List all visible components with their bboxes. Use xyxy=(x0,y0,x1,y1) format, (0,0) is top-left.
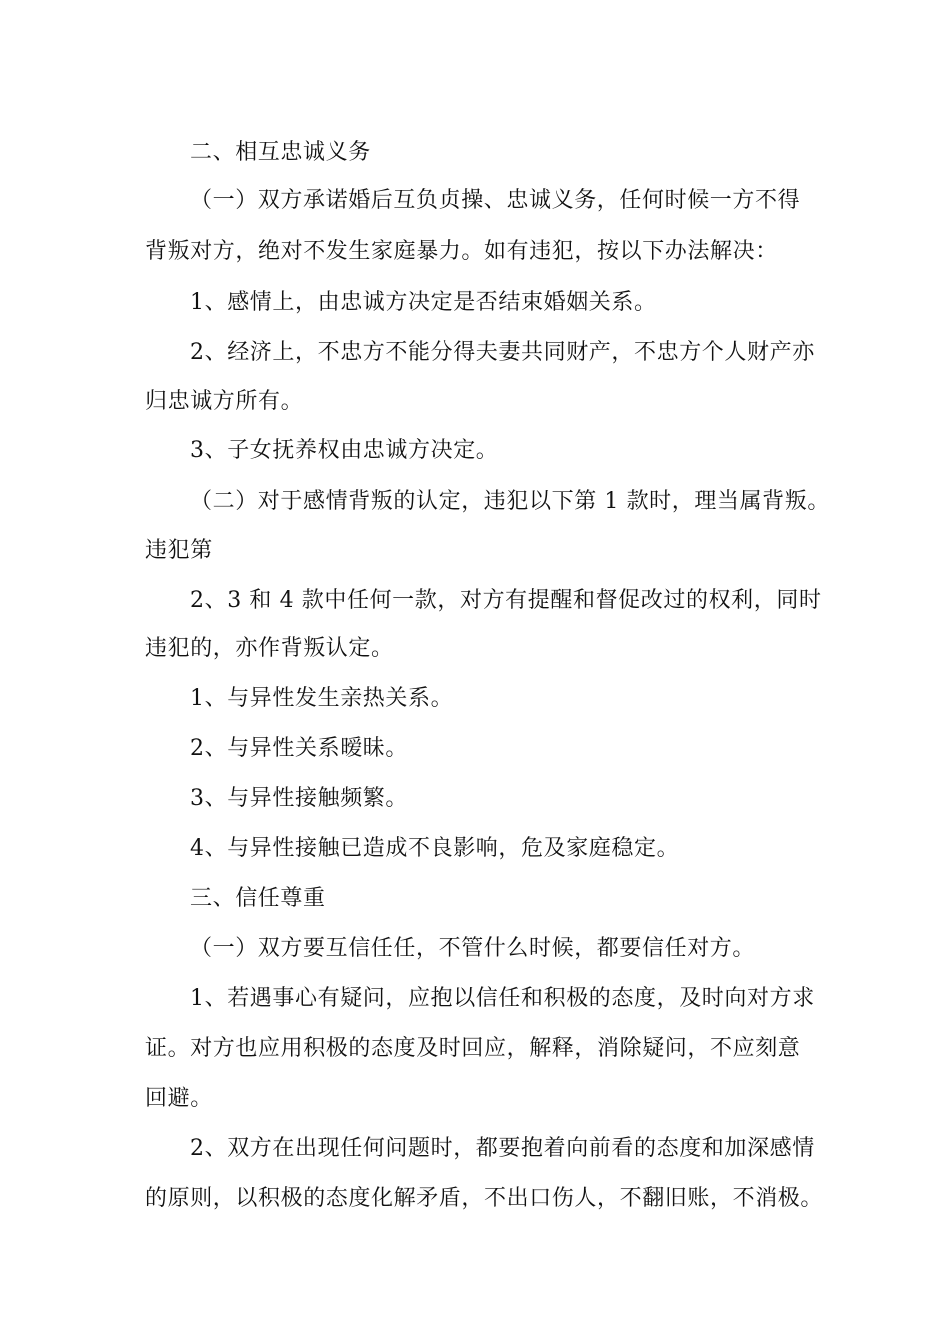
paragraph-line: 归忠诚方所有。 xyxy=(145,389,304,414)
list-item: 1、感情上，由忠诚方决定是否结束婚姻关系。 xyxy=(190,290,657,315)
section-heading-mutual-loyalty: 二、相互忠诚义务 xyxy=(190,140,371,165)
list-item: 1、与异性发生亲热关系。 xyxy=(190,686,454,711)
paragraph-line: 背叛对方，绝对不发生家庭暴力。如有违犯，按以下办法解决： xyxy=(145,239,778,264)
paragraph-line: （一）双方承诺婚后互负贞操、忠诚义务，任何时候一方不得 xyxy=(190,188,801,213)
list-item: 2、与异性关系暧昧。 xyxy=(190,736,408,761)
list-item: 2、经济上，不忠方不能分得夫妻共同财产，不忠方个人财产亦 xyxy=(190,340,815,365)
paragraph-line: 的原则，以积极的态度化解矛盾，不出口伤人，不翻旧账，不消极。 xyxy=(145,1186,824,1211)
list-item: 2、双方在出现任何问题时，都要抱着向前看的态度和加深感情 xyxy=(190,1136,815,1161)
list-item: 3、子女抚养权由忠诚方决定。 xyxy=(190,438,499,463)
list-item: 3、与异性接触频繁。 xyxy=(190,786,408,811)
list-item: 1、若遇事心有疑问，应抱以信任和积极的态度，及时向对方求 xyxy=(190,986,815,1011)
list-item: 4、与异性接触已造成不良影响，危及家庭稳定。 xyxy=(190,836,680,861)
paragraph-line: 回避。 xyxy=(145,1086,213,1111)
paragraph-line: （一）双方要互信任任，不管什么时候，都要信任对方。 xyxy=(190,936,756,961)
paragraph-line: （二）对于感情背叛的认定，违犯以下第 1 款时，理当属背叛。 xyxy=(190,489,830,514)
paragraph-line: 2、3 和 4 款中任何一款，对方有提醒和督促改过的权利，同时 xyxy=(190,588,822,613)
paragraph-line: 证。对方也应用积极的态度及时回应，解释，消除疑问，不应刻意 xyxy=(145,1036,801,1061)
paragraph-line: 违犯的，亦作背叛认定。 xyxy=(145,636,394,661)
paragraph-line: 违犯第 xyxy=(145,538,213,563)
section-heading-trust-respect: 三、信任尊重 xyxy=(190,886,326,911)
